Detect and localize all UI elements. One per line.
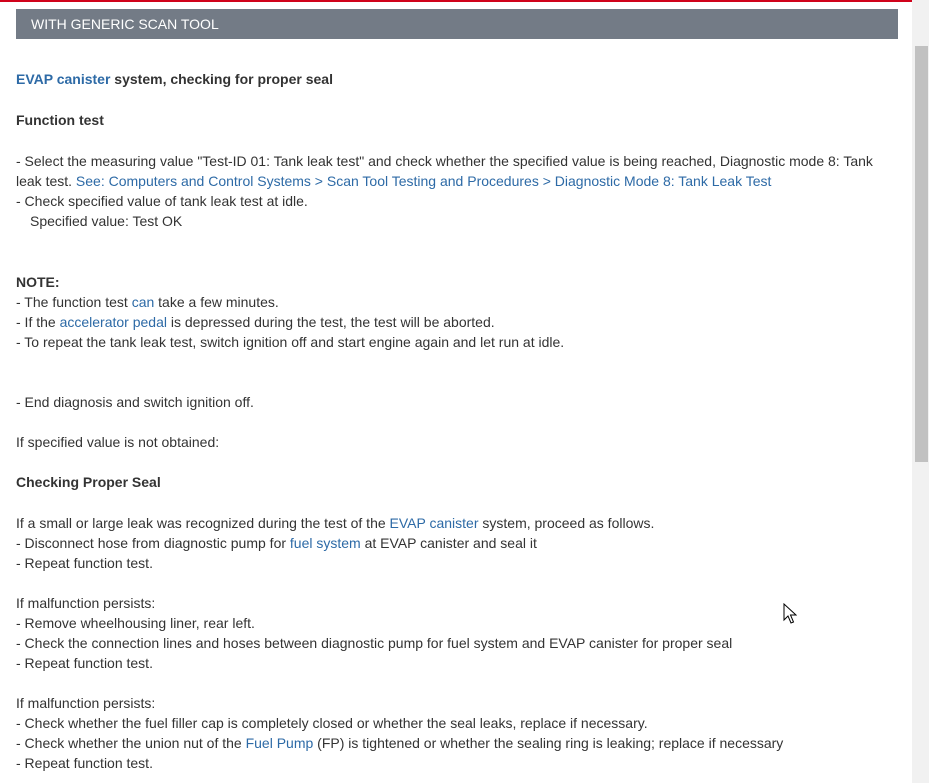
section-subtitle <box>16 69 333 89</box>
function-test-heading: Function test <box>16 112 104 128</box>
section-header-title: WITH GENERIC SCAN TOOL <box>31 16 219 32</box>
accelerator-pedal-link[interactable]: accelerator pedal <box>59 314 167 330</box>
end-diagnosis-step: - End diagnosis and switch ignition off. <box>16 394 254 410</box>
note-2-pre: - If the <box>16 314 60 330</box>
malfunction-2-step-3: - Repeat function test. <box>16 755 153 771</box>
section-header <box>16 9 898 39</box>
not-obtained-text: If specified value is not obtained: <box>16 434 220 450</box>
can-link[interactable]: can <box>131 294 155 310</box>
cs1-pre: If a small or large leak was recognized during the test of the <box>16 515 390 531</box>
specified-value: Specified value: Test OK <box>30 213 183 229</box>
note-1-post: take a few minutes. <box>154 294 279 310</box>
evap-canister-link[interactable]: EVAP canister <box>16 71 111 87</box>
fuel-pump-link[interactable]: Fuel Pump <box>245 735 314 751</box>
function-test-step-2: - Check specified value of tank leak test at idle. <box>16 193 308 209</box>
note-item-3: - To repeat the tank leak test, switch ignition off and start engine again and let run at idle. <box>16 334 565 350</box>
cs2-post: at EVAP canister and seal it <box>360 535 537 551</box>
mp2-i2-post: (FP) is tightened or whether the sealing ring is leaking; replace if necessary <box>313 735 784 751</box>
scrollbar-thumb[interactable] <box>915 46 928 462</box>
evap-canister-link-2[interactable]: EVAP canister <box>389 515 479 531</box>
malfunction-persists-heading-1: If malfunction persists: <box>16 595 156 611</box>
malfunction-1-step-3: - Repeat function test. <box>16 655 153 671</box>
function-test-step-1-cont <box>16 171 771 191</box>
checking-seal-step-2: - Repeat function test. <box>16 555 153 571</box>
checking-seal-intro <box>16 513 654 533</box>
malfunction-2-step-2 <box>16 733 783 753</box>
step-1-cont-text: leak test. <box>16 173 76 189</box>
mouse-cursor-icon <box>783 603 797 625</box>
fuel-system-link[interactable]: fuel system <box>289 535 361 551</box>
checking-proper-seal-heading: Checking Proper Seal <box>16 474 161 490</box>
note-item-2 <box>16 312 495 332</box>
note-heading: NOTE: <box>16 274 60 290</box>
malfunction-persists-heading-2: If malfunction persists: <box>16 695 156 711</box>
cs1-post: system, proceed as follows. <box>478 515 655 531</box>
diagnostic-mode-8-link[interactable]: See: Computers and Control Systems > Scan Tool Testing and Procedures > Diagnostic Mode 8: Tank Leak Test <box>75 173 772 189</box>
malfunction-1-step-1: - Remove wheelhousing liner, rear left. <box>16 615 255 631</box>
checking-seal-step-1 <box>16 533 537 553</box>
function-test-step-1: - Select the measuring value "Test-ID 01: Tank leak test" and check whether the specified value is being reached, Diagnostic mode 8: Tank <box>16 153 873 169</box>
subtitle-text: system, checking for proper seal <box>110 71 333 87</box>
mp2-i2-pre: - Check whether the union nut of the <box>16 735 246 751</box>
note-2-post: is depressed during the test, the test will be aborted. <box>166 314 495 330</box>
malfunction-2-step-1: - Check whether the fuel filler cap is completely closed or whether the seal leaks, replace if necessary. <box>16 715 648 731</box>
cs2-pre: - Disconnect hose from diagnostic pump for <box>16 535 290 551</box>
note-item-1 <box>16 292 279 312</box>
note-1-pre: - The function test <box>16 294 132 310</box>
malfunction-1-step-2: - Check the connection lines and hoses between diagnostic pump for fuel system and EVAP canister for proper seal <box>16 635 733 651</box>
